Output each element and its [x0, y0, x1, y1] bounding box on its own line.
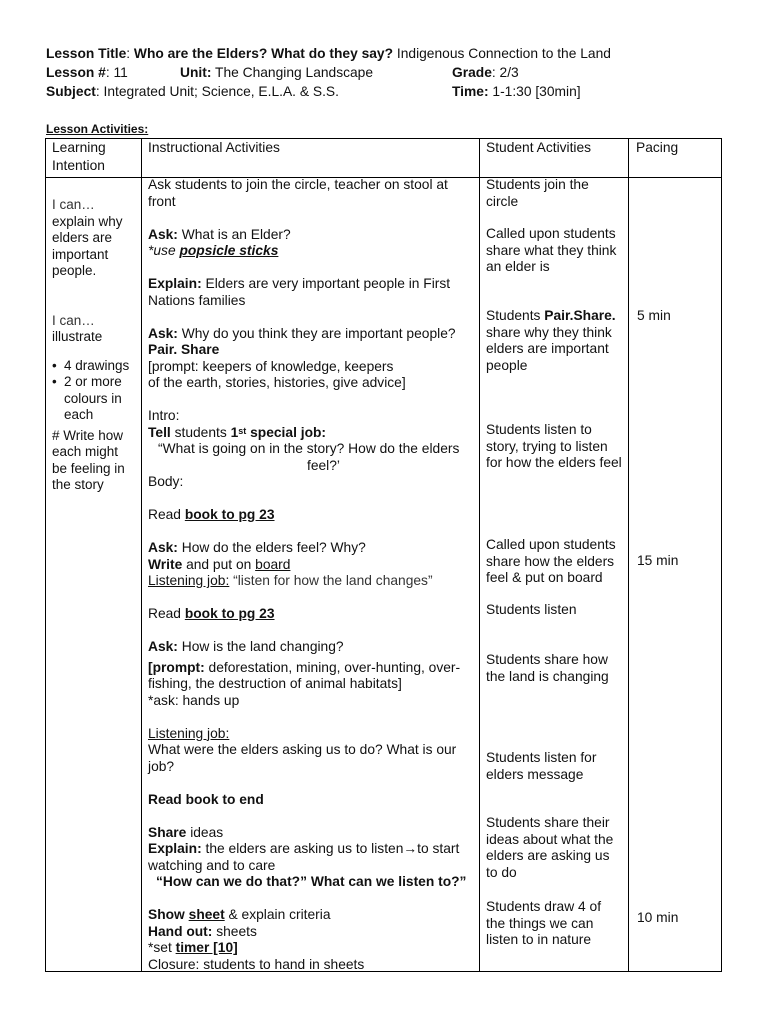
- lesson-title-label: Lesson Title: [46, 46, 127, 61]
- ask-why-important: Ask: Why do you think they are important people?: [148, 325, 456, 341]
- table-col-divider-1: [141, 138, 142, 972]
- unit-label: Unit:: [180, 65, 212, 80]
- i-can-illustrate: I can…: [52, 312, 95, 328]
- pair-share: Pair. Share: [148, 342, 220, 357]
- header-learning-intention: Learning Intention: [52, 140, 106, 173]
- lesson-title-line: Lesson Title: Who are the Elders? What do they say? Indigenous Connection to the Land: [46, 46, 611, 61]
- write-how: # Write how: [52, 427, 124, 443]
- time-label: Time:: [452, 84, 489, 99]
- ask-land-changing: Ask: How is the land changing?: [148, 639, 344, 654]
- i-can-explain: I can…: [52, 197, 95, 212]
- hand-out-sheets: Hand out: sheets: [148, 923, 257, 939]
- ask-how-elders-feel: Ask: How do the elders feel? Why?: [148, 540, 366, 555]
- explain-elders-important: Explain: Elders are very important people in First: [148, 276, 451, 291]
- subject-value: : Integrated Unit; Science, E.L.A. & S.S.: [95, 84, 339, 99]
- table-col-divider-3: [628, 138, 629, 972]
- pacing-5-min: 5 min: [637, 308, 671, 323]
- lesson-number-label: Lesson #: [46, 65, 106, 80]
- subject-line: [46, 83, 339, 100]
- ask-what-is-elder: Ask: What is an Elder?: [148, 226, 291, 242]
- write-on-board: Write and put on board: [148, 556, 291, 572]
- time-line: [452, 83, 581, 100]
- student-pair-share: Students Pair.Share. share why they think elders are important people: [486, 308, 616, 373]
- unit-line: [180, 64, 373, 81]
- student-share-elder: Called upon students share what they think an elder is: [486, 226, 617, 274]
- student-listen-story: Students listen to story, trying to listen for how the elders feel: [486, 422, 622, 470]
- table-col-divider-2: [479, 138, 480, 972]
- grade-label: Grade: [452, 65, 492, 80]
- grade-line: [452, 64, 519, 81]
- table-top-border: [45, 138, 722, 139]
- header-pacing: Pacing: [636, 140, 679, 155]
- lesson-title-topic: Indigenous Connection to the Land: [396, 46, 611, 61]
- listening-job-land: Listening job: “listen for how the land changes”: [148, 573, 433, 588]
- unit-value: The Changing Landscape: [215, 65, 374, 80]
- set-timer: *set timer [10]: [148, 940, 238, 955]
- bullet-colours: • 2 or more colours in each: [50, 374, 129, 424]
- read-book-to-end: Read book to end: [148, 791, 264, 807]
- student-listen-message: Students listen for elders message: [486, 750, 597, 782]
- subject-label: Subject: [46, 84, 96, 99]
- learning-intention-cell: I can… explain why elders are important people. I can… illustrate • 4 drawings • 2 or more colours in each # Write how each might be feeling in the story: [52, 197, 129, 494]
- how-can-we-question: “How can we do that?” What can we listen to?”: [156, 874, 467, 889]
- header-instructional-activities: Instructional Activities: [148, 140, 280, 155]
- read-book-pg23-first: Read book to pg 23: [148, 507, 275, 522]
- read-book-pg23-second: Read book to pg 23: [148, 606, 275, 621]
- closure: Closure: students to hand in sheets: [148, 956, 365, 972]
- instructional-activities-cell: Ask students to join the circle, teacher on stool at front Ask: What is an Elder? *use popsicle sticks Explain: Elders are very important people in First Nations families Ask: Why do you think they are important people? Pair. Share [prompt: keepers of knowledge, keepers of the earth, stories, histories, give advice] Intro: Tell students 1st special job: “What is going on in the story? How do the elders feel?’ Body: Read book to pg 23 Ask: How do the elders feel? Why? Write and put on board Listening job: “listen for how the land changes” Read book to pg 23 Ask: How is the land changing? [prompt: deforestation, mining, over-hunting, over- fishing, the destruction of animal habitats] *ask: hands up Listening job: What were the elders asking us to do? What is our job? Read book to end Share ideas Explain: the elders are asking us to listen→to start watching and to care “How can we do that?” What can we listen to?” Show sheet & explain criteria Hand out: sheets *set timer [10] Closure: students to hand in sheets: [148, 177, 467, 972]
- use-popsicle-sticks: *use popsicle sticks: [148, 243, 279, 258]
- explain-listen: Explain: the elders are asking us to listen→to start: [148, 841, 460, 856]
- student-listen: Students listen: [486, 602, 577, 617]
- pacing-10-min: 10 min: [637, 910, 679, 925]
- time-value: 1-1:30 [30min]: [492, 84, 581, 99]
- lesson-number: : 11: [105, 65, 128, 80]
- pacing-15-min: 15 min: [637, 553, 679, 568]
- student-draw: Students draw 4 of the things we can listen to in nature: [486, 899, 602, 947]
- student-share-feel: Called upon students share how the elders feel & put on board: [486, 537, 616, 585]
- header-student-activities: Student Activities: [486, 140, 592, 155]
- student-share-land: Students share how the land is changing: [486, 652, 609, 684]
- table-left-border: [45, 138, 46, 972]
- bullet-drawings: • 4 drawings: [50, 358, 129, 375]
- lesson-title: Who are the Elders? What do they say?: [133, 46, 394, 61]
- show-sheet: Show sheet & explain criteria: [148, 907, 331, 922]
- student-join-circle: Students join the circle: [486, 177, 589, 209]
- lesson-number-line: [46, 64, 128, 81]
- grade-value: : 2/3: [491, 65, 519, 80]
- tell-special-job: Tell students 1st special job:: [148, 424, 327, 440]
- prompt-deforestation: [prompt: deforestation, mining, over-hunting, over-: [148, 659, 461, 675]
- lesson-activities-label: Lesson Activities:: [46, 122, 149, 136]
- share-ideas: Share ideas: [148, 824, 224, 840]
- listening-job-elders: Listening job:: [148, 725, 230, 741]
- student-share-ideas: Students share their ideas about what the elders are asking us to do: [486, 815, 614, 880]
- table-right-border: [721, 138, 722, 972]
